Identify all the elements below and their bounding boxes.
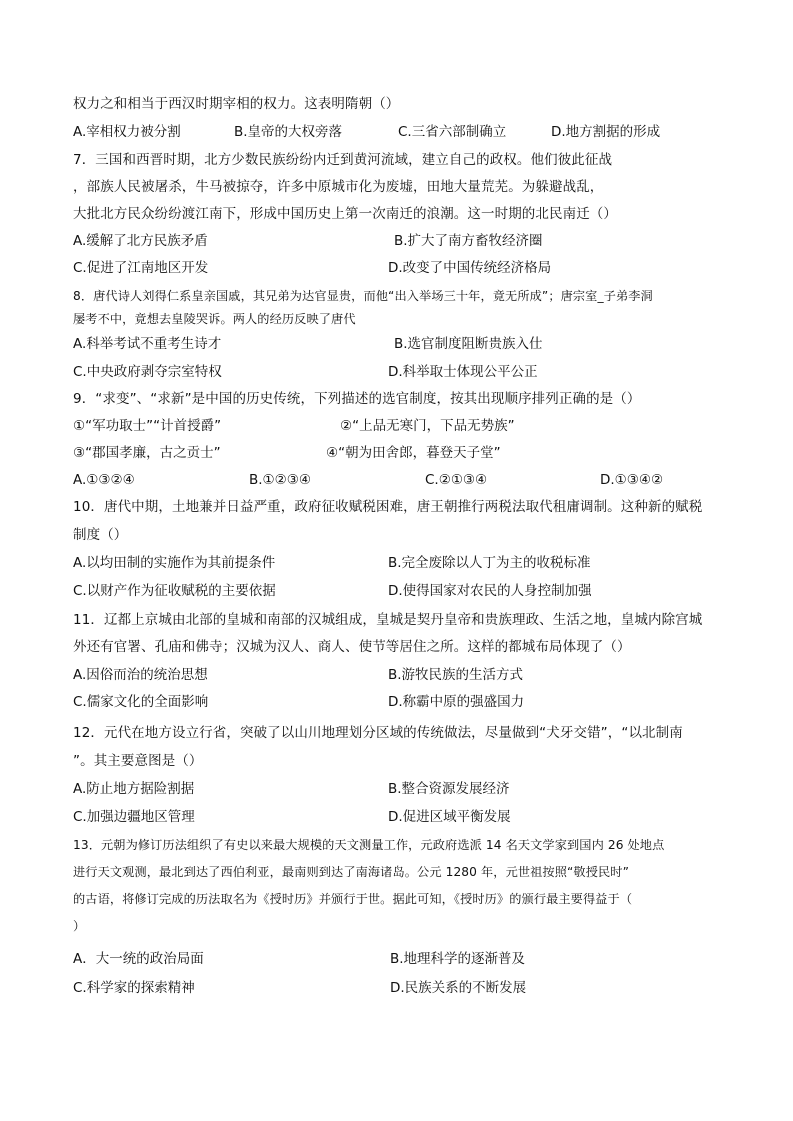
q9-stem: 9．“求变”、“求新”是中国的历史传统，下列描述的选官制度，按其出现顺序排列正确的是（） (73, 391, 641, 407)
q7-stem-line-1: 7．三国和西晋时期，北方少数民族纷纷内迁到黄河流域，建立自己的政权。他们彼此征战 (73, 152, 613, 168)
q8-option-b: B.选官制度阻断贵族入仕 (394, 336, 543, 352)
q6-option-a: A.宰相权力被分割 (73, 124, 181, 140)
q13-stem-line-2: 进行天文观测，最北到达了西伯利亚，最南则到达了南海诸岛。公元 1280 年，元世祖按照“敬授民时” (73, 865, 629, 879)
q7-option-a: A.缓解了北方民族矛盾 (73, 233, 208, 249)
q7-option-b: B.扩大了南方畜牧经济圈 (394, 233, 543, 249)
q7-option-d: D.改变了中国传统经济格局 (388, 260, 552, 276)
q13-stem-line-4: ） (73, 919, 86, 933)
q8-stem-line-2: 屡考不中，竟想去皇陵哭诉。两人的经历反映了唐代 (73, 312, 356, 326)
q13-option-d: D.民族关系的不断发展 (390, 980, 527, 996)
q11-option-a: A.因俗而治的统治思想 (73, 667, 208, 683)
q13-stem-line-1: 13．元朝为修订历法组织了有史以来最大规模的天文测量工作，元政府选派 14 名天文学家到国内 26 处地点 (73, 838, 665, 852)
q12-stem-line-1: 12．元代在地方设立行省，突破了以山川地理划分区域的传统做法，尽量做到“犬牙交错”，“以北制南 (73, 725, 683, 741)
q10-stem-line-2: 制度（） (73, 527, 128, 543)
q7-stem-line-2: ，部族人民被屠杀，牛马被掠夺，许多中原城市化为废墟，田地大量荒芜。为躲避战乱， (73, 179, 604, 195)
q9-item-4: ④“朝为田舍郎，暮登天子堂” (326, 445, 501, 461)
q9-option-d: D.①③④② (600, 472, 664, 488)
q6-option-c: C.三省六部制确立 (398, 124, 507, 140)
q12-stem-line-2: ”。其主要意图是（） (73, 753, 203, 769)
q8-stem-line-1: 8．唐代诗人刘得仁系皇亲国戚，其兄弟为达官显贵，而他“出入举场三十年，竟无所成”；唐宗室_子弟李洞 (73, 289, 653, 303)
q9-item-3: ③“郡国孝廉，古之贡士” (73, 445, 221, 461)
q11-option-c: C.儒家文化的全面影响 (73, 694, 209, 710)
q12-option-b: B.整合资源发展经济 (388, 781, 510, 797)
q12-option-d: D.促进区域平衡发展 (388, 809, 511, 825)
q12-option-a: A.防止地方据险割据 (73, 781, 195, 797)
q7-stem-line-3: 大批北方民众纷纷渡江南下，形成中国历史上第一次南迁的浪潮。这一时期的北民南迁（） (73, 206, 617, 222)
q11-option-b: B.游牧民族的生活方式 (388, 667, 524, 683)
q11-option-d: D.称霸中原的强盛国力 (388, 694, 525, 710)
q13-stem-line-3: 的古语，将修订完成的历法取名为《授时历》并颁行于世。据此可知，《授时历》的颁行最主要得益于（ (73, 892, 633, 906)
q6-stem-tail: 权力之和相当于西汉时期宰相的权力。这表明隋朝（） (73, 96, 400, 112)
q9-option-b: B.①②③④ (249, 472, 311, 488)
q10-option-b: B.完全废除以人丁为主的收税标准 (388, 555, 591, 571)
q10-option-a: A.以均田制的实施作为其前提条件 (73, 555, 276, 571)
q8-option-d: D.科举取士体现公平公正 (388, 364, 538, 380)
q9-item-2: ②“上品无寒门，下品无势族” (340, 418, 515, 434)
q6-option-b: B.皇帝的大权旁落 (234, 124, 343, 140)
q10-stem-line-1: 10．唐代中期，土地兼并日益严重，政府征收赋税困难，唐王朝推行两税法取代租庸调制。这种新的赋税 (73, 499, 703, 515)
q12-option-c: C.加强边疆地区管理 (73, 809, 195, 825)
q8-option-a: A.科举考试不重考生诗才 (73, 336, 222, 352)
q10-option-d: D.使得国家对农民的人身控制加强 (388, 583, 592, 599)
q8-option-c: C.中央政府剥夺宗室特权 (73, 364, 222, 380)
q9-option-c: C.②①③④ (425, 472, 488, 488)
q6-option-d: D.地方割据的形成 (551, 124, 661, 140)
q13-option-a: A．大一统的政治局面 (73, 951, 204, 967)
q13-option-b: B.地理科学的逐渐普及 (390, 951, 526, 967)
q9-item-1: ①“军功取士”“计首授爵” (73, 418, 222, 434)
q11-stem-line-2: 外还有官署、孔庙和佛寺；汉城为汉人、商人、使节等居住之所。这样的都城布局体现了（） (73, 639, 631, 655)
q7-option-c: C.促进了江南地区开发 (73, 260, 209, 276)
q10-option-c: C.以财产作为征收赋税的主要依据 (73, 583, 276, 599)
q11-stem-line-1: 11．辽都上京城由北部的皇城和南部的汉城组成，皇城是契丹皇帝和贵族理政、生活之地，皇城内除宫城 (73, 612, 703, 628)
q9-option-a: A.①③②④ (73, 472, 135, 488)
q13-option-c: C.科学家的探索精神 (73, 980, 195, 996)
